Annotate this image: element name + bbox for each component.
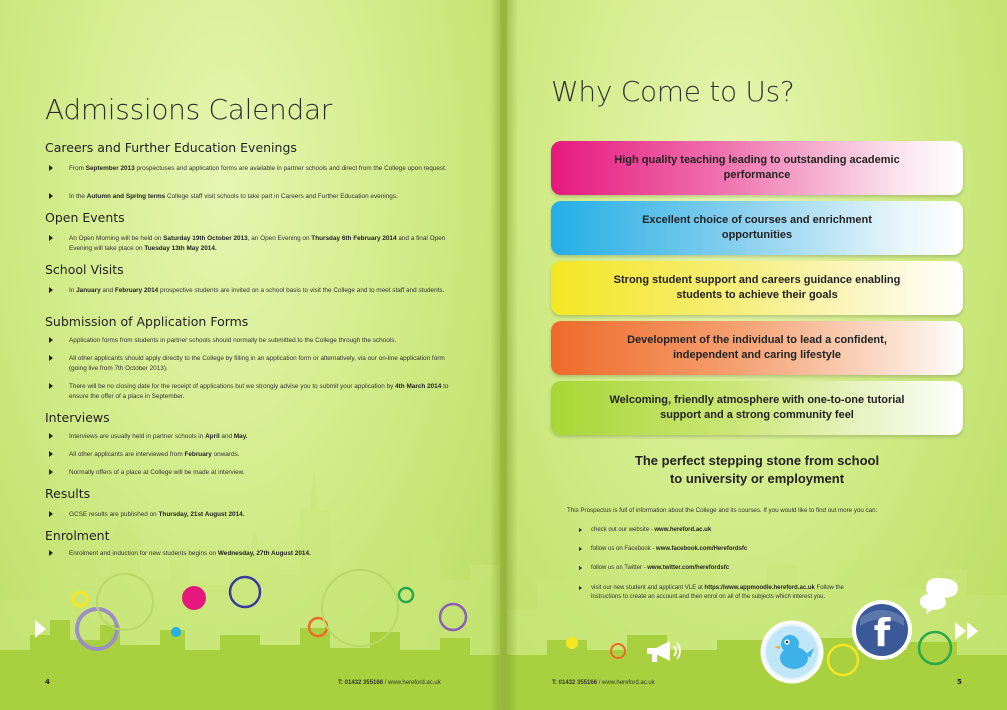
page-number: 5	[957, 678, 962, 686]
benefit-pill-development: Development of the individual to lead a confident, independent and caring lifestyle	[551, 321, 963, 375]
section-school-visits-title: School Visits	[45, 262, 124, 277]
list-item-vle: visit our new student and applicant VLE at https://www.appmoodle.hereford.ac.uk Follow the instructions to create an account and then enrol on all of the subjects which interest you.	[579, 584, 859, 602]
next-page-double-arrow-icon[interactable]	[955, 622, 979, 640]
page-number: 4	[45, 678, 50, 686]
footer-contact: T: 01432 355166 / www.hereford.ac.uk	[552, 680, 655, 686]
list-item: All other applicants are interviewed from February onwards.	[48, 450, 458, 460]
list-item: GCSE results are published on Thursday, 21st August 2014.	[48, 510, 458, 520]
list-item: There will be no closing date for the receipt of applications but we strongly advise you to submit your application by 4th March 2014 to ensure the offer of a place in September.	[48, 382, 458, 401]
left-page	[0, 0, 500, 710]
list-item: An Open Morning will be held on Saturday 19th October 2013, an Open Evening on Thursday 6th February 2014 and a final Open Evening will take place on Tuesday 13th May 2014.	[48, 234, 458, 253]
megaphone-icon	[644, 638, 684, 664]
benefit-pill-support: Strong student support and careers guidance enabling students to achieve their goals	[551, 261, 963, 315]
website-link[interactable]: www.hereford.ac.uk	[654, 527, 712, 533]
facebook-link[interactable]: www.facebook.com/Herefordsfc	[656, 546, 748, 552]
prospectus-intro: This Prospectus is full of information about the College and its courses. If you would like to find out more you can:	[567, 507, 878, 514]
section-enrolment-title: Enrolment	[45, 528, 110, 543]
previous-page-arrow-icon[interactable]	[35, 620, 46, 638]
section-submission-title: Submission of Application Forms	[45, 314, 249, 329]
list-item: Interviews are usually held in partner schools in April and May.	[48, 432, 458, 442]
list-item-facebook: follow us on Facebook - www.facebook.com/Herefordsfc	[579, 545, 879, 554]
facebook-logo-icon[interactable]	[850, 598, 914, 662]
section-open-events-title: Open Events	[45, 210, 125, 225]
list-item: Application forms from students in partner schools should normally be submitted to the College through the schools.	[48, 336, 458, 346]
list-item: From September 2013 prospectuses and application forms are available in partner schools and direct from the College upon request.	[48, 164, 458, 174]
list-item: Normally offers of a place at College will be made at interview.	[48, 468, 458, 478]
section-interviews-title: Interviews	[45, 410, 110, 425]
footer-contact: T: 01432 355166 / www.hereford.ac.uk	[338, 680, 441, 686]
list-item: In the Autumn and Spring terms College staff visit schools to take part in Careers and Further Education evenings.	[48, 192, 458, 202]
vle-link[interactable]: https://www.appmoodle.hereford.ac.uk	[704, 585, 815, 591]
decorative-circles-left	[0, 560, 500, 670]
right-page	[507, 0, 1007, 710]
benefit-pill-courses: Excellent choice of courses and enrichment opportunities	[551, 201, 963, 255]
section-careers-title: Careers and Further Education Evenings	[45, 140, 297, 155]
twitter-bird-icon[interactable]	[760, 620, 824, 684]
list-item-twitter: follow us on Twitter - www.twitter.com/herefordsfc	[579, 564, 879, 573]
list-item: Enrolment and induction for new students begins on Wednesday, 27th August 2014.	[48, 549, 458, 559]
svg-text:f: f	[873, 611, 891, 655]
list-item: In January and February 2014 prospective students are invited on a school basis to visit the College and to meet staff and students.	[48, 286, 458, 296]
page-title: Admissions Calendar	[45, 93, 333, 126]
stepping-stone-tagline: The perfect stepping stone from school to university or employment	[634, 453, 880, 486]
page-title: Why Come to Us?	[551, 75, 795, 108]
list-item: All other applicants should apply directly to the College by filling in an application form or alternatively, via our on-line application form (going live from 7th October 2013).	[48, 354, 458, 373]
list-item-website: check out our website - www.hereford.ac.uk	[579, 526, 879, 535]
benefit-pill-atmosphere: Welcoming, friendly atmosphere with one-to-one tutorial support and a strong community feel	[551, 381, 963, 435]
benefit-pill-teaching: High quality teaching leading to outstanding academic performance	[551, 141, 963, 195]
section-results-title: Results	[45, 486, 91, 501]
twitter-link[interactable]: www.twitter.com/herefordsfc	[647, 565, 730, 571]
book-gutter	[490, 0, 518, 710]
chat-bubbles-icon	[920, 574, 966, 614]
